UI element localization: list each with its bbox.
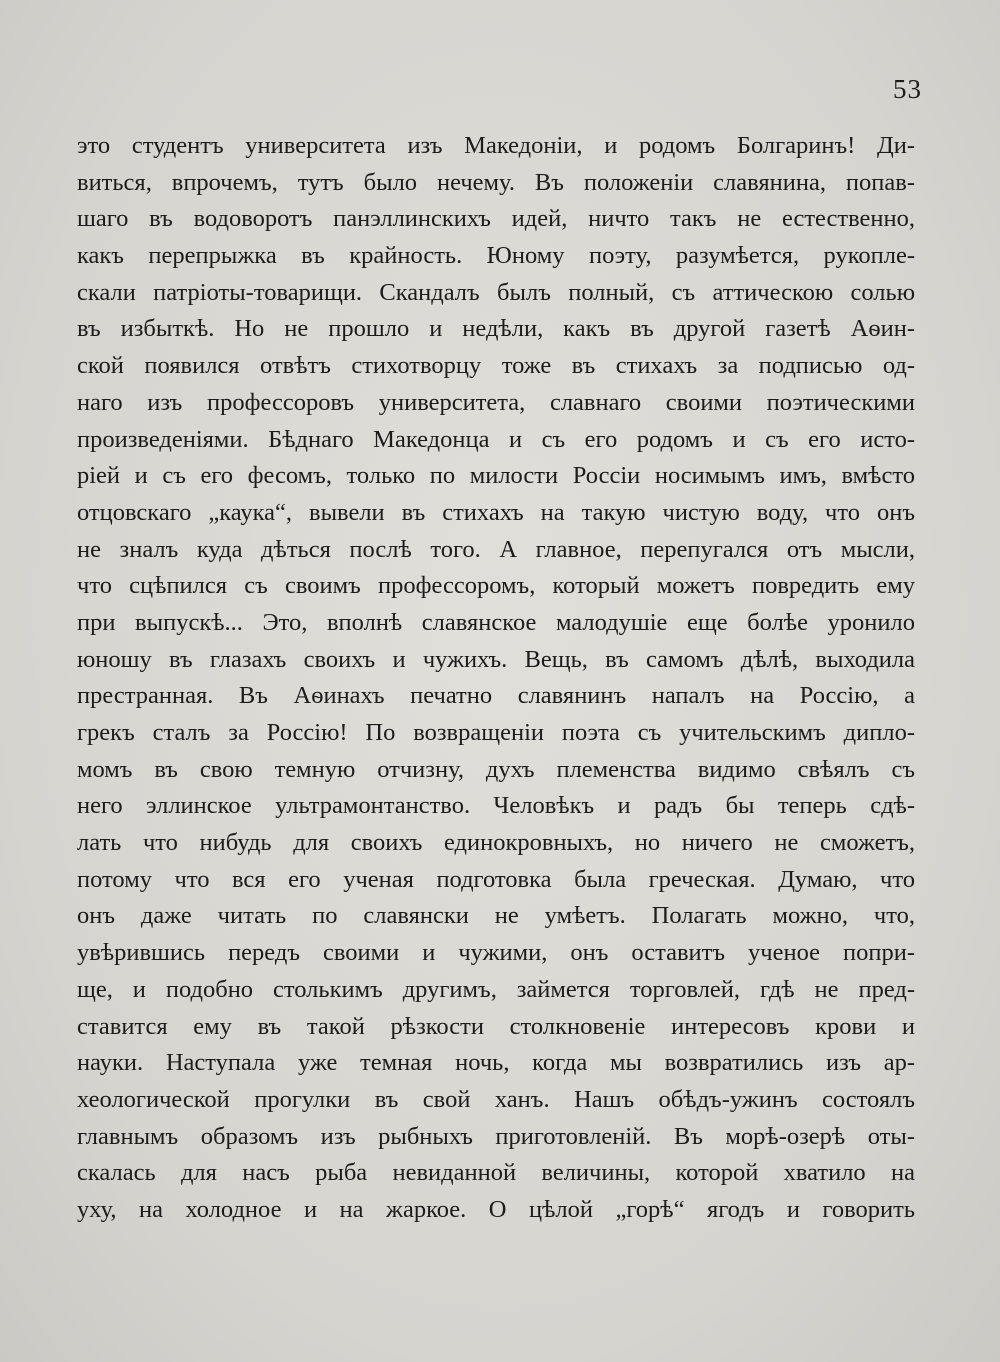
text-line: ще, и подобно столькимъ другимъ, займется торговлей, гдѣ не пред- [77, 975, 915, 1003]
text-line: что сцѣпился съ своимъ профессоромъ, который можетъ повредить ему [77, 572, 915, 600]
text-line: увѣрившись передъ своими и чужими, онъ оставитъ ученое попри- [77, 939, 915, 967]
body-text [77, 128, 915, 1229]
text-line: какъ перепрыжка въ крайность. Юному поэту, разумѣется, рукопле- [77, 242, 915, 270]
text-line: при выпускѣ... Это, вполнѣ славянское малодушіе еще болѣе уронило [77, 608, 915, 636]
text-line: лать что нибудь для своихъ единокровныхъ, но ничего не сможетъ, [77, 829, 915, 857]
text-line: скали патріоты-товарищи. Скандалъ былъ полный, съ аттическою солью [77, 278, 915, 306]
text-line: главнымъ образомъ изъ рыбныхъ приготовленій. Въ морѣ-озерѣ оты- [77, 1122, 915, 1150]
text-line: него эллинское ультрамонтанство. Человѣкъ и радъ бы теперь сдѣ- [77, 792, 915, 820]
text-line: отцовскаго „каука“, вывели въ стихахъ на такую чистую воду, что онъ [77, 498, 915, 526]
text-line: ріей и съ его фесомъ, только по милости Россіи носимымъ имъ, вмѣсто [77, 462, 915, 490]
text-line: не зналъ куда дѣться послѣ того. А главное, перепугался отъ мысли, [77, 535, 915, 563]
text-line: шаго въ водоворотъ панэллинскихъ идей, ничто такъ не естественно, [77, 205, 915, 233]
text-line: грекъ сталъ за Россію! По возвращеніи поэта съ учительскимъ дипло- [77, 719, 915, 746]
text-line: науки. Наступала уже темная ночь, когда мы возвратились изъ ар- [77, 1049, 915, 1077]
text-line: наго изъ профессоровъ университета, славнаго своими поэтическими [77, 388, 915, 416]
text-line: престранная. Въ Аѳинахъ печатно славянинъ напалъ на Россію, а [77, 682, 915, 710]
text-line: ставится ему въ такой рѣзкости столкновеніе интересовъ крови и [77, 1012, 915, 1040]
text-line: ской появился отвѣтъ стихотворцу тоже въ стихахъ за подписью од- [77, 352, 915, 380]
text-line: виться, впрочемъ, тутъ было нечему. Въ положеніи славянина, попав- [77, 168, 915, 196]
text-line: юношу въ глазахъ своихъ и чужихъ. Вещь, въ самомъ дѣлѣ, выходила [77, 645, 915, 673]
text-line: это студентъ университета изъ Македоніи, и родомъ Болгаринъ! Ди- [77, 132, 915, 159]
text-line: скалась для насъ рыба невиданной величины, которой хватило на [77, 1159, 915, 1187]
text-line: потому что вся его ученая подготовка была греческая. Думаю, что [77, 865, 915, 893]
text-line: момъ въ свою темную отчизну, духъ племенства видимо свѣялъ съ [77, 755, 915, 783]
text-line: уху, на холодное и на жаркое. О цѣлой „горѣ“ ягодъ и говорить [77, 1195, 915, 1223]
text-line: онъ даже читать по славянски не умѣетъ. Полагать можно, что, [77, 902, 915, 930]
text-line: произведеніями. Бѣднаго Македонца и съ его родомъ и съ его исто- [77, 425, 915, 453]
text-line: хеологической прогулки въ свой ханъ. Нашъ обѣдъ-ужинъ состоялъ [77, 1085, 915, 1113]
page-number: 53 [893, 74, 922, 104]
text-line: въ избыткѣ. Но не прошло и недѣли, какъ въ другой газетѣ Аѳин- [77, 315, 915, 343]
